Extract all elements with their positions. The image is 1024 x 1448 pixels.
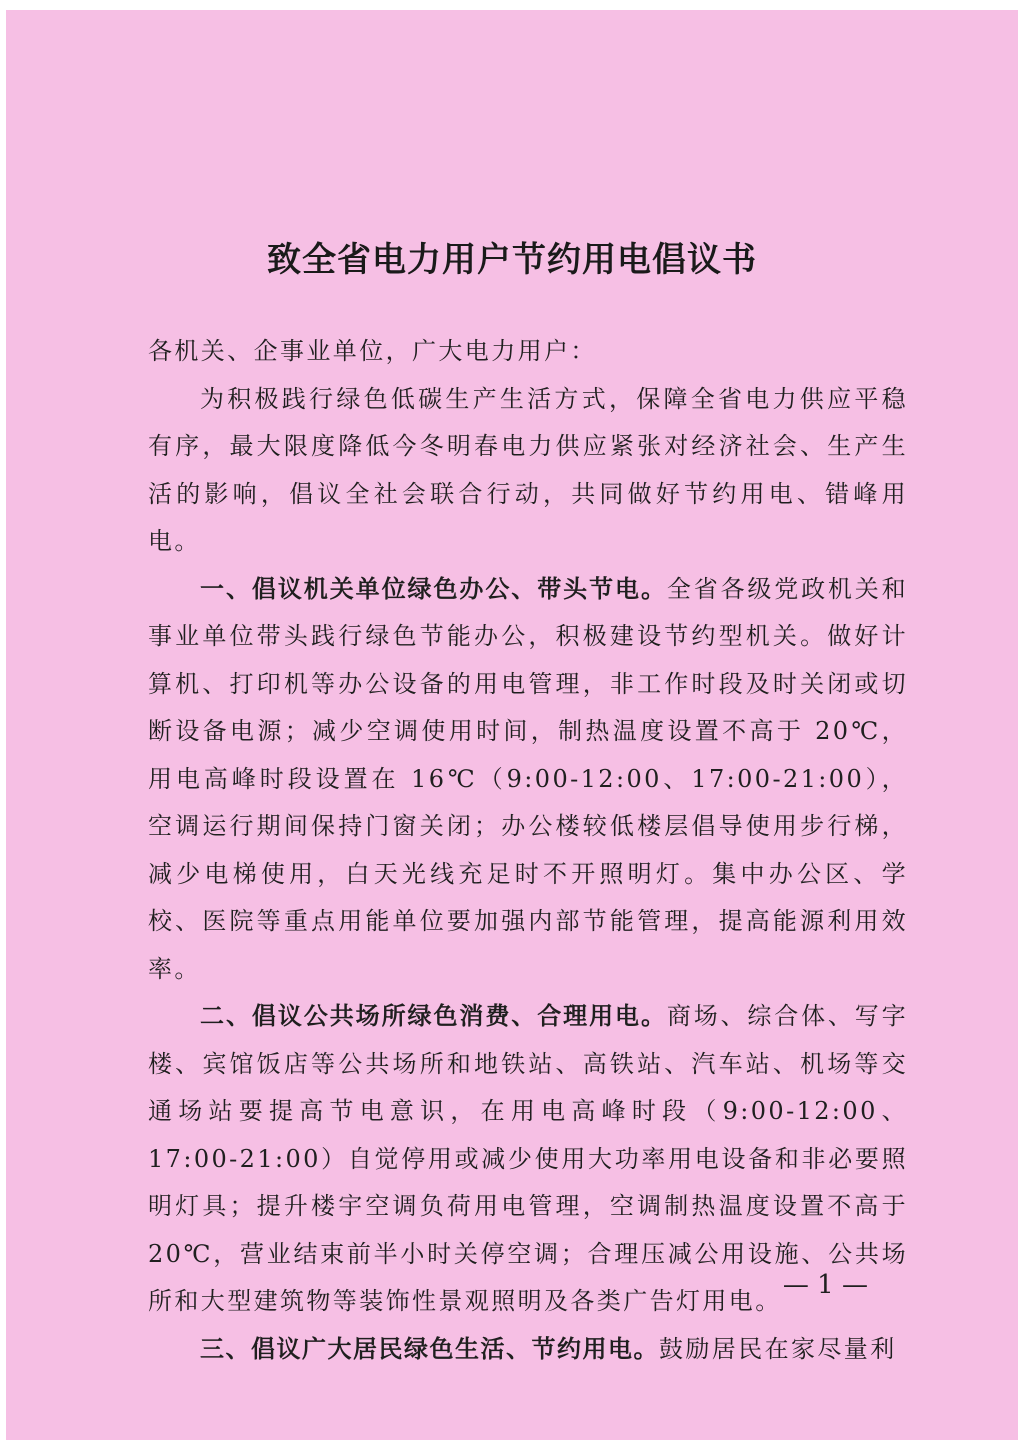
section-3-heading: 三、倡议广大居民绿色生活、节约用电。	[200, 1334, 659, 1363]
section-2-heading: 二、倡议公共场所绿色消费、合理用电。	[200, 1002, 667, 1030]
intro-paragraph: 为积极践行绿色低碳生产生活方式，保障全省电力供应平稳有序，最大限度降低今冬明春电力供应紧张对经济社会、生产生活的影响，倡议全社会联合行动，共同做好节约用电、错峰用电。	[148, 384, 908, 555]
document-page	[6, 10, 1018, 1440]
salutation: 各机关、企事业单位，广大电力用户：	[148, 337, 597, 365]
section-3-text: 鼓励居民在家尽量利	[659, 1334, 897, 1363]
document-body	[148, 328, 908, 1373]
section-1-text: 全省各级党政机关和事业单位带头践行绿色节能办公，积极建设节约型机关。做好计算机、打印机等办公设备的用电管理，非工作时段及时关闭或切断设备电源；减少空调使用时间，制热温度设置不高于 20℃，用电高峰时段设置在 16℃（9:00-12:00、17:00-21:00），空调运行期间保持门窗关闭；办公楼较低楼层倡导使用步行梯，减少电梯使用，白天光线充足时不开照明灯。集中办公区、学校、医院等重点用能单位要加强内部节能管理，提高能源利用效率。	[148, 574, 908, 983]
document-title: 致全省电力用户节约用电倡议书	[267, 240, 757, 280]
page-number: — 1 —	[782, 1270, 868, 1300]
section-1-paragraph	[148, 566, 908, 994]
section-2-text: 商场、综合体、写字楼、宾馆饭店等公共场所和地铁站、高铁站、汽车站、机场等交通场站要提高节电意识，在用电高峰时段（9:00-12:00、17:00-21:00）自觉停用或减少使用大功率用电设备和非必要照明灯具；提升楼宇空调负荷用电管理，空调制热温度设置不高于 20℃，营业结束前半小时关停空调；合理压减公用设施、公共场所和大型建筑物等装饰性景观照明及各类广告灯用电。	[148, 1002, 908, 1315]
section-3-paragraph	[148, 1326, 908, 1374]
section-1-heading: 一、倡议机关单位绿色办公、带头节电。	[200, 574, 667, 603]
